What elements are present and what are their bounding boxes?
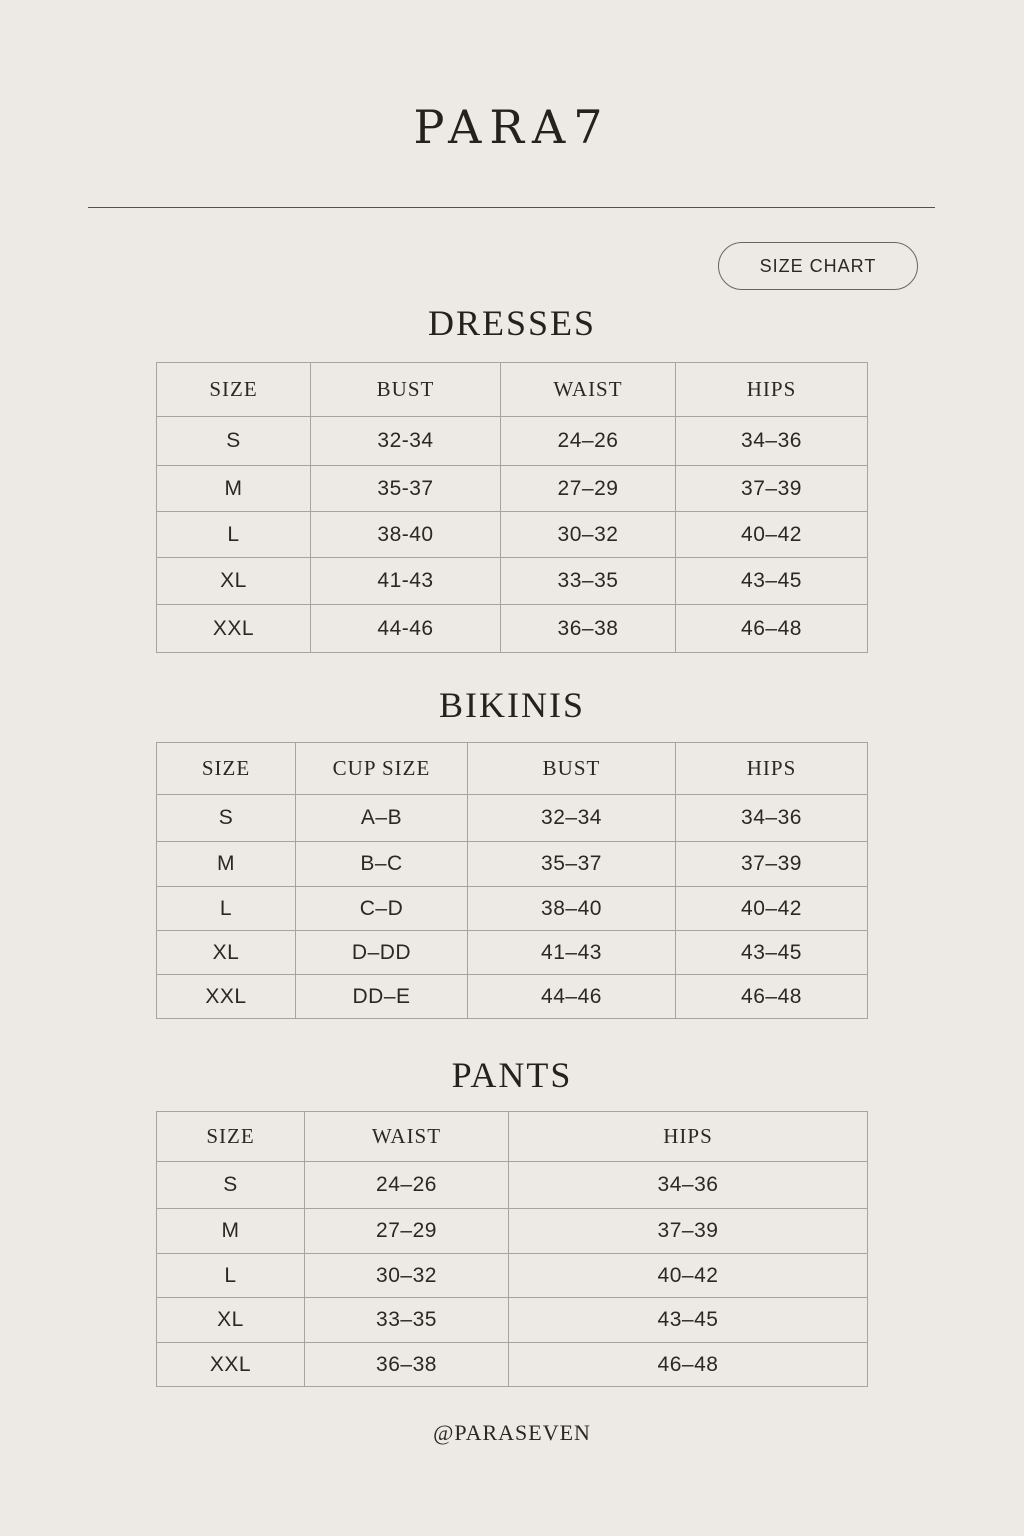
table-cell: L: [157, 1254, 305, 1298]
table-row: [157, 605, 868, 653]
header-cell: CUP SIZE: [296, 743, 468, 795]
table-cell: 43–45: [509, 1298, 868, 1343]
table-cell: 36–38: [305, 1343, 509, 1387]
table-cell: XXL: [157, 975, 296, 1019]
table-cell: 34–36: [676, 417, 868, 466]
header-cell: HIPS: [509, 1112, 868, 1162]
table-cell: 40–42: [676, 512, 868, 558]
table-cell: M: [157, 842, 296, 887]
table-row: [157, 466, 868, 512]
pants-title: PANTS: [451, 1055, 573, 1095]
table-cell: 44–46: [468, 975, 676, 1019]
header-cell: BUST: [311, 363, 501, 417]
table-row: [157, 975, 868, 1019]
table-cell: XL: [157, 1298, 305, 1343]
table-cell: XXL: [157, 605, 311, 653]
bikinis-title: BIKINIS: [439, 685, 585, 725]
dresses-table: [156, 362, 868, 653]
table-cell: 34–36: [509, 1162, 868, 1209]
table-cell: L: [157, 512, 311, 558]
dresses-title: DRESSES: [427, 303, 597, 343]
table-cell: B–C: [296, 842, 468, 887]
table-cell: 27–29: [305, 1209, 509, 1254]
table-cell: XXL: [157, 1343, 305, 1387]
table-cell: 40–42: [509, 1254, 868, 1298]
header-cell: SIZE: [157, 363, 311, 417]
table-row: [157, 1298, 868, 1343]
table-cell: M: [157, 1209, 305, 1254]
table-cell: DD–E: [296, 975, 468, 1019]
divider: [88, 207, 935, 208]
header-cell: WAIST: [501, 363, 676, 417]
table-row: [157, 795, 868, 842]
table-cell: 38-40: [311, 512, 501, 558]
table-cell: S: [157, 417, 311, 466]
table-cell: 32-34: [311, 417, 501, 466]
header-cell: BUST: [468, 743, 676, 795]
bikinis-table: [156, 742, 868, 1019]
table-cell: S: [157, 795, 296, 842]
table-cell: 46–48: [676, 605, 868, 653]
header-cell: SIZE: [157, 1112, 305, 1162]
table-cell: S: [157, 1162, 305, 1209]
table-cell: 30–32: [305, 1254, 509, 1298]
table-cell: C–D: [296, 887, 468, 931]
table-row: [157, 1343, 868, 1387]
header-cell: HIPS: [676, 363, 868, 417]
size-chart-button[interactable]: SIZE CHART: [718, 242, 918, 290]
table-cell: D–DD: [296, 931, 468, 975]
table-cell: 37–39: [509, 1209, 868, 1254]
table-cell: XL: [157, 931, 296, 975]
table-cell: L: [157, 887, 296, 931]
table-cell: 35-37: [311, 466, 501, 512]
table-cell: 27–29: [501, 466, 676, 512]
table-cell: 37–39: [676, 842, 868, 887]
table-cell: 30–32: [501, 512, 676, 558]
table-header-row: [157, 743, 868, 795]
table-cell: 36–38: [501, 605, 676, 653]
table-cell: 43–45: [676, 558, 868, 605]
table-cell: 32–34: [468, 795, 676, 842]
table-cell: 40–42: [676, 887, 868, 931]
table-cell: XL: [157, 558, 311, 605]
table-row: [157, 842, 868, 887]
table-cell: 44-46: [311, 605, 501, 653]
table-cell: 33–35: [305, 1298, 509, 1343]
table-cell: 46–48: [509, 1343, 868, 1387]
table-row: [157, 931, 868, 975]
table-row: [157, 558, 868, 605]
table-row: [157, 417, 868, 466]
table-cell: 33–35: [501, 558, 676, 605]
table-cell: 35–37: [468, 842, 676, 887]
table-header-row: [157, 363, 868, 417]
table-cell: 24–26: [305, 1162, 509, 1209]
table-row: [157, 512, 868, 558]
table-row: [157, 887, 868, 931]
social-handle: @PARASEVEN: [433, 1420, 591, 1445]
table-cell: 41-43: [311, 558, 501, 605]
table-header-row: [157, 1112, 868, 1162]
table-cell: 37–39: [676, 466, 868, 512]
table-row: [157, 1254, 868, 1298]
table-cell: M: [157, 466, 311, 512]
table-cell: 24–26: [501, 417, 676, 466]
table-cell: 34–36: [676, 795, 868, 842]
brand-logo: PARA7: [413, 100, 611, 154]
table-cell: 46–48: [676, 975, 868, 1019]
pants-table: [156, 1111, 868, 1387]
header-cell: WAIST: [305, 1112, 509, 1162]
table-row: [157, 1162, 868, 1209]
table-cell: 43–45: [676, 931, 868, 975]
table-cell: 41–43: [468, 931, 676, 975]
table-cell: A–B: [296, 795, 468, 842]
header-cell: HIPS: [676, 743, 868, 795]
header-cell: SIZE: [157, 743, 296, 795]
table-row: [157, 1209, 868, 1254]
table-cell: 38–40: [468, 887, 676, 931]
